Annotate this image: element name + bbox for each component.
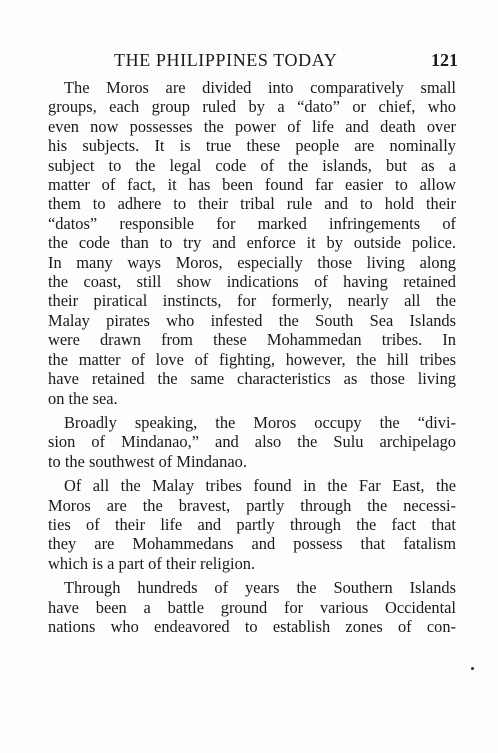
paragraph-moros-location [48,413,456,471]
text-line: on the sea. [48,388,118,408]
text-line: sion of Mindanao,” and also the Sulu archipelago [48,432,456,452]
text-line: the coast, still show indications of having retained [48,272,456,292]
text-line: In many ways Moros, especially those living along [48,252,456,272]
text-line: the code than to try and enforce it by outside police. [48,233,456,253]
page-number: 121 [431,50,458,70]
text-line: them to adhere to their tribal rule and to hold their [48,194,456,214]
text-line: “datos” responsible for marked infringements of [48,213,456,233]
text-line: Broadly speaking, the Moros occupy the “divi- [64,412,456,432]
paragraph-moros-bravery [48,476,456,573]
text-line: Through hundreds of years the Southern Islands [64,578,456,598]
text-line: ties of their life and partly through the fact that [48,514,456,534]
paragraph-moros-groups [48,78,456,408]
text-line: they are Mohammedans and possess that fatalism [48,534,456,554]
text-line: nations who endeavored to establish zones of con- [48,616,456,636]
text-line: which is a part of their religion. [48,553,256,573]
text-line: groups, each group ruled by a “dato” or chief, who [48,97,456,117]
text-line: subject to the legal code of the islands, but as a [48,155,456,175]
text-line: the matter of love of fighting, however, the hill tribes [48,349,456,369]
running-head [48,50,458,74]
text-line: The Moros are divided into comparatively small [64,78,456,97]
text-line: Malay pirates who infested the South Sea Islands [48,310,456,330]
paragraph-southern-islands [48,578,456,636]
text-line: their piratical instincts, for formerly, nearly all the [48,291,456,311]
text-line: Moros are the bravest, partly through the necessi- [48,495,456,515]
margin-speck [471,667,474,670]
text-line: were drawn from these Mohammedan tribes. In [48,330,456,350]
text-line: even now possesses the power of life and death over [48,116,456,136]
text-line: have been a battle ground for various Occidental [48,597,456,617]
text-line: to the southwest of Mindanao. [48,451,247,471]
text-line: his subjects. It is true these people are nominally [48,136,456,156]
body-text [48,78,456,636]
text-line: Of all the Malay tribes found in the Far East, the [64,476,456,496]
text-line: matter of fact, it has been found far easier to allow [48,175,456,195]
running-title: THE PHILIPPINES TODAY [114,50,338,70]
text-line: have retained the same characteristics as those living [48,369,456,389]
